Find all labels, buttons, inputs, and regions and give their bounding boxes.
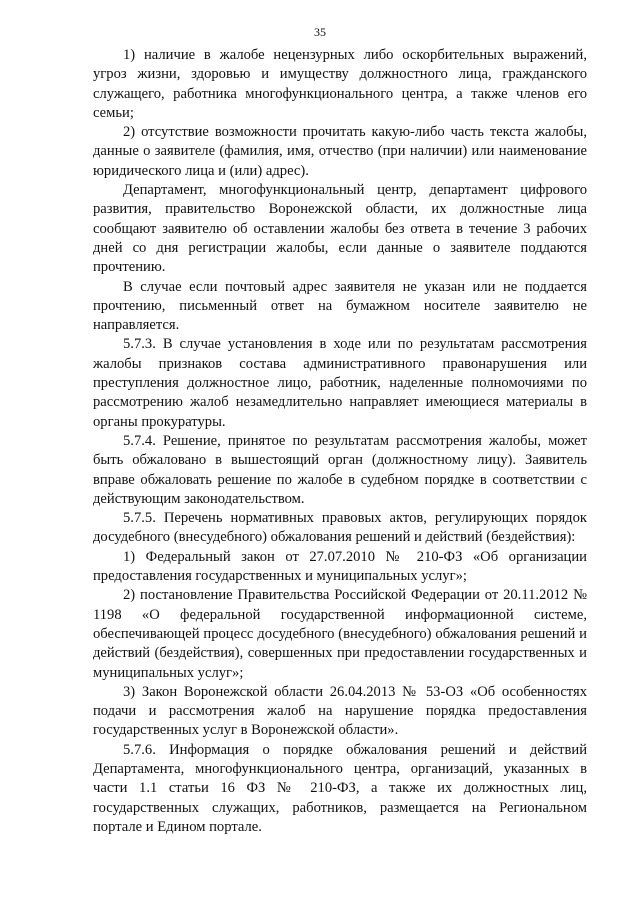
paragraph-5-7-6: 5.7.6. Информация о порядке обжалования решений и действий Департамента, многофункционального центра, организаций, указанных в части 1.1 статьи 16 ФЗ № 210-ФЗ, а также их должностных лиц, государственных служащих, работников, размещается на Региональном портале и Едином портале. [93, 741, 587, 835]
paragraph-law-210-fz: 1) Федеральный закон от 27.07.2010 № 210-ФЗ «Об организации предоставления государственных и муниципальных услуг»; [93, 548, 587, 585]
paragraph-resolution-1198: 2) постановление Правительства Российской Федерации от 20.11.2012 № 1198 «О федеральной государственной информационной системе, обеспечивающей процесс досудебного (внесудебного) обжалования решений и действий (бездействия), совершенных при предоставлении государственных и муниципальных услуг»; [93, 587, 587, 681]
paragraph-item-2-unreadable: 2) отсутствие возможности прочитать какую-либо часть текста жалобы, данные о заявителе (фамилия, имя, отчество (при наличии) или наименование юридического лица и (или) адрес). [93, 124, 587, 179]
paragraph-law-53-oz: 3) Закон Воронежской области 26.04.2013 № 53-ОЗ «Об особенностях подачи и рассмотрения жалоб на нарушение порядка предоставления государственных услуг в Воронежской области». [93, 683, 587, 739]
paragraph-notification: Департамент, многофункциональный центр, департамент цифрового развития, правительство Воронежской области, их должностные лица сообщают заявителю об оставлении жалобы без ответа в течение 3 рабочих дней со дня регистрации жалобы, если данные о заявителе поддаются прочтению. [93, 182, 587, 276]
paragraph-5-7-5: 5.7.5. Перечень нормативных правовых актов, регулирующих порядок досудебного (внесудебного) обжалования решений и действий (бездействия): [93, 510, 587, 546]
paragraph-item-1-obscene: 1) наличие в жалобе нецензурных либо оскорбительных выражений, угроз жизни, здоровью и имуществу должностного лица, гражданского служащего, работника многофункционального центра, а также членов его семьи; [93, 47, 587, 121]
document-body [93, 46, 587, 837]
page-number: 35 [314, 25, 326, 39]
paragraph-5-7-3: 5.7.3. В случае установления в ходе или по результатам рассмотрения жалобы признаков состава административного правонарушения или преступления должностное лицо, работник, наделенные полномочиями по рассмотрению жалоб незамедлительно направляет имеющиеся материалы в органы прокуратуры. [93, 336, 587, 430]
paragraph-5-7-4: 5.7.4. Решение, принятое по результатам рассмотрения жалобы, может быть обжаловано в вышестоящий орган (должностному лицу). Заявитель вправе обжаловать решение по жалобе в судебном порядке в соответствии с действующим законодательством. [93, 432, 587, 507]
paragraph-no-address: В случае если почтовый адрес заявителя не указан или не поддается прочтению, письменный ответ на бумажном носителе заявителю не направляется. [93, 278, 587, 334]
